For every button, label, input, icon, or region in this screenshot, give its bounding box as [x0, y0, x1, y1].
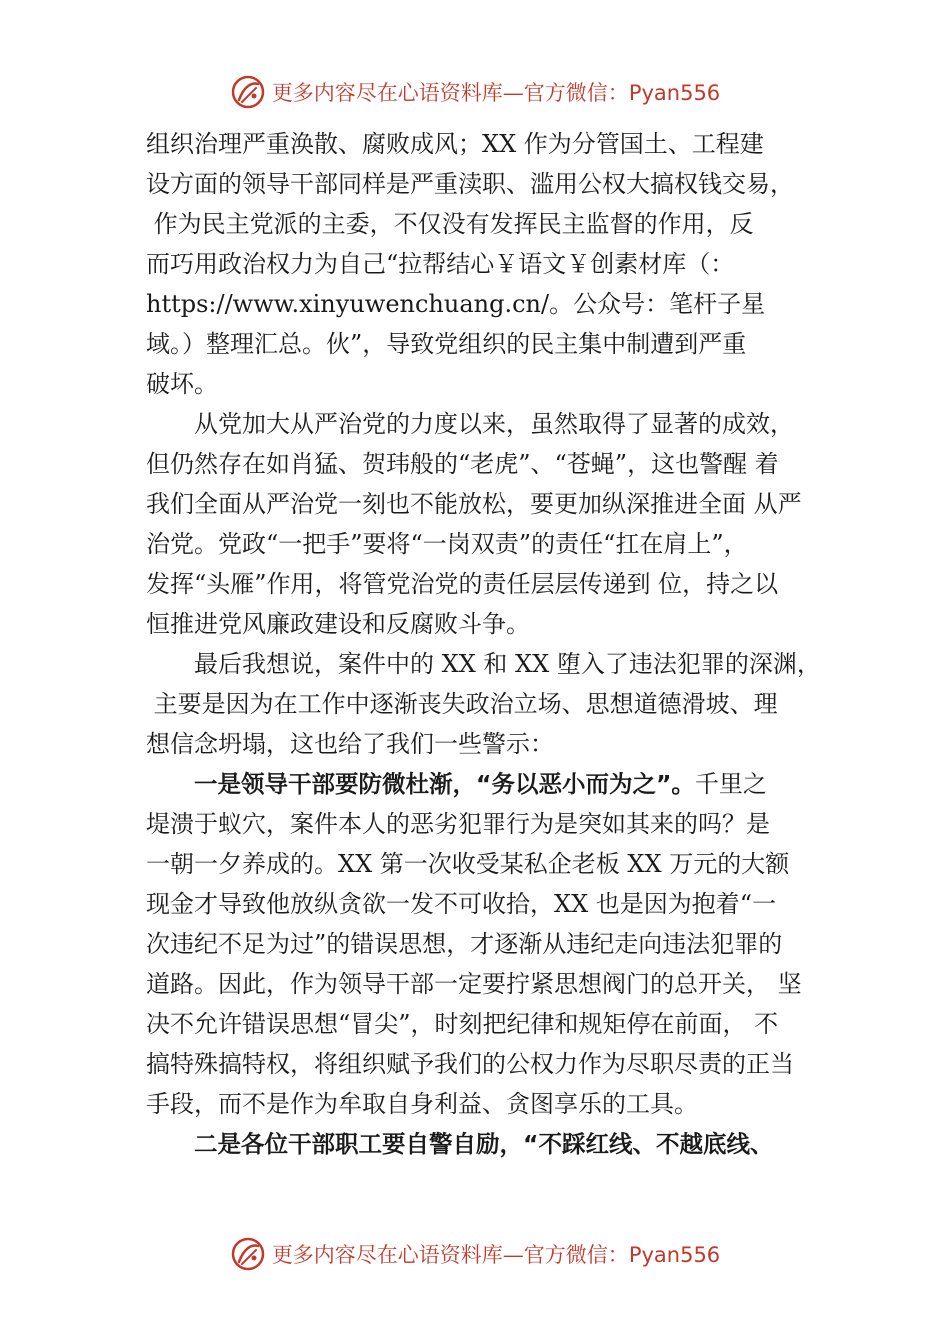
banner-account: Pyan556 — [628, 1243, 721, 1267]
text-line: 次违纪不足为过”的错误思想，才逐渐从违纪走向违法犯罪的 — [146, 930, 783, 958]
footer-banner — [0, 1232, 950, 1276]
point-heading: 一是领导干部要防微杜渐，“务以恶小而为之”。 — [194, 770, 695, 798]
text-line: https://www.xinyuwenchuang.cn/。公众号：笔杆子星 — [146, 290, 766, 318]
text-line: 而巧用政治权力为自己“拉帮结心￥语文￥创素材库（： — [146, 250, 735, 278]
brand-logo-icon — [230, 74, 266, 110]
banner-account: Pyan556 — [628, 81, 721, 105]
paragraph — [146, 1124, 836, 1164]
text-line: 最后我想说，案件中的 XX 和 XX 堕入了违法犯罪的深渊， — [194, 650, 821, 678]
text-line: 设方面的领导干部同样是严重渎职、滥用公权大搞权钱交易， — [146, 170, 794, 198]
paragraph — [146, 644, 836, 764]
banner-label: 更多内容尽在心语资料库—官方微信： — [271, 1243, 629, 1267]
heading-tail: 千里之 — [694, 770, 767, 798]
text-line: 主要是因为在工作中逐渐丧失政治立场、思想道德滑坡、理 — [146, 690, 778, 718]
paragraph — [146, 404, 836, 644]
text-line: 道路。因此，作为领导干部一定要拧紧思想阀门的总开关， 坚 — [146, 970, 802, 998]
document-body — [146, 124, 836, 1164]
brand-logo-icon — [230, 1236, 266, 1272]
text-line: 域。）整理汇总。伙”，导致党组织的民主集中制遭到严重 — [146, 330, 747, 358]
heading-line — [146, 764, 836, 804]
banner-text — [272, 1239, 720, 1269]
paragraph — [146, 124, 836, 404]
paragraph — [146, 764, 836, 1124]
banner-label: 更多内容尽在心语资料库—官方微信： — [271, 81, 629, 105]
text-line: 手段，而不是作为牟取自身利益、贪图享乐的工具。 — [146, 1090, 698, 1118]
text-line: 想信念坍塌，这也给了我们一些警示： — [146, 730, 554, 758]
text-line: 发挥“头雁”作用，将管党治党的责任层层传递到 位，持之以 — [146, 570, 779, 598]
text-line: 治党。党政“一把手”要将“一岗双责”的责任“扛在肩上”， — [146, 530, 748, 558]
banner-text — [272, 77, 720, 107]
text-line: 作为民主党派的主委，不仅没有发挥民主监督的作用，反 — [146, 210, 754, 238]
text-line: 堤溃于蚁穴，案件本人的恶劣犯罪行为是突如其来的吗？是 — [146, 810, 770, 838]
text-line: 但仍然存在如肖猛、贺玮般的“老虎”、“苍蝇”，这也警醒 着 — [146, 450, 779, 478]
text-line: 一朝一夕养成的。XX 第一次收受某私企老板 XX 万元的大额 — [146, 850, 790, 878]
header-banner — [0, 70, 950, 114]
text-line: 组织治理严重涣散、腐败成风；XX 作为分管国土、工程建 — [146, 130, 764, 158]
text-line: 搞特殊搞特权，将组织赋予我们的公权力作为尽职尽责的正当 — [146, 1050, 794, 1078]
text-line: 我们全面从严治党一刻也不能放松，要更加纵深推进全面 从严 — [146, 490, 802, 518]
text-line: 现金才导致他放纵贪欲一发不可收拾，XX 也是因为抱着“一 — [146, 890, 777, 918]
point-heading: 二是各位干部职工要自警自励，“不踩红线、不越底线、 — [194, 1130, 774, 1158]
text-line: 破坏。 — [146, 370, 218, 398]
text-line: 恒推进党风廉政建设和反腐败斗争。 — [146, 610, 530, 638]
text-line: 决不允许错误思想“冒尖”，时刻把纪律和规矩停在前面， 不 — [146, 1010, 779, 1038]
text-line: 从党加大从严治党的力度以来，虽然取得了显著的成效， — [194, 410, 794, 438]
